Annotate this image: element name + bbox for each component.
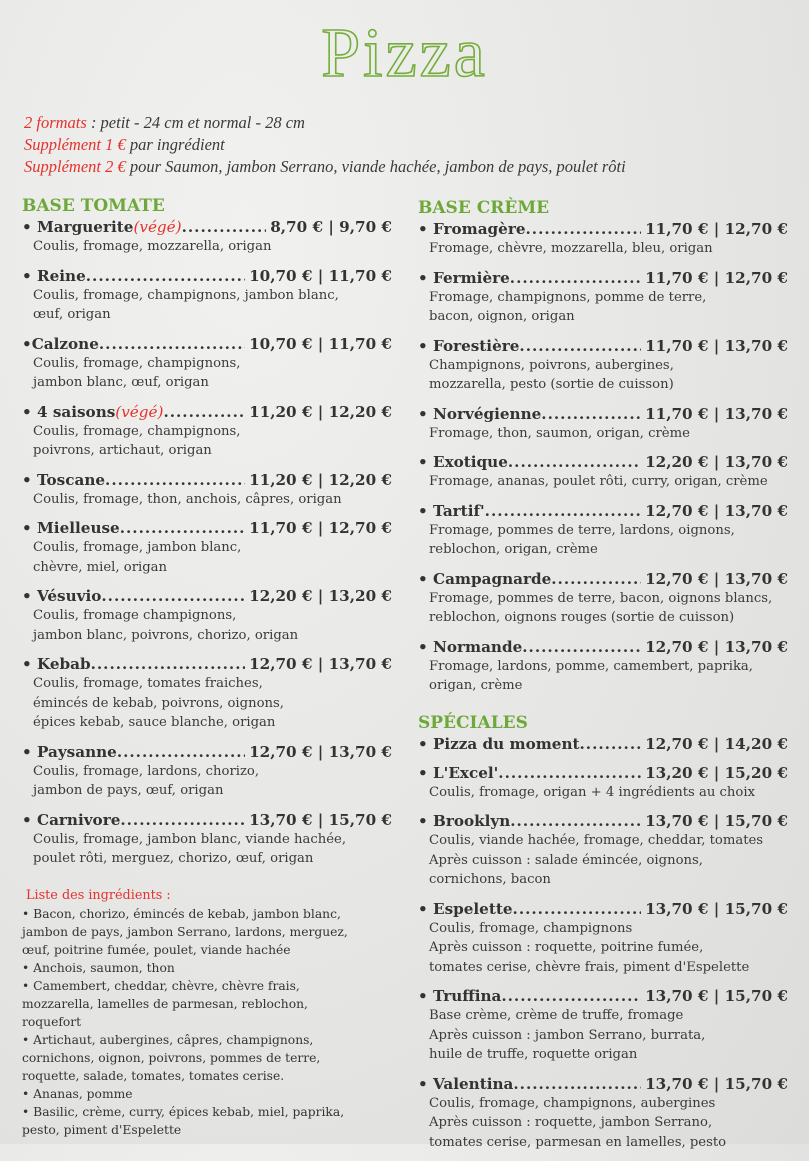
dot-leader: [117, 742, 245, 762]
pizza-description: [418, 657, 788, 696]
menu-item-header: [418, 268, 788, 288]
menu-item: [418, 763, 788, 803]
pizza-price: 11,70 € | 12,70 €: [249, 519, 392, 537]
pizza-name: • L'Excel': [418, 763, 499, 782]
pizza-description: [418, 239, 788, 259]
ingredient-line: • Basilic, crème, curry, épices kebab, miel, paprika,: [22, 1104, 345, 1119]
pizza-description: [418, 1006, 788, 1065]
menu-item: [418, 734, 788, 754]
pizza-price: 11,20 € | 12,20 €: [249, 402, 392, 421]
description-line: cornichons, bacon: [429, 872, 551, 887]
ingredient-line: • Artichaut, aubergines, câpres, champignons,: [22, 1032, 314, 1047]
menu-item: [418, 569, 788, 628]
description-line: Fromage, ananas, poulet rôti, curry, origan, crème: [429, 474, 768, 489]
menu-item: [418, 219, 788, 259]
pizza-name: • Marguerite: [22, 218, 134, 236]
description-line: origan, crème: [429, 678, 523, 693]
dot-leader: [580, 734, 642, 754]
menu-item-header: [22, 742, 392, 762]
pizza-name: • Exotique: [418, 453, 508, 471]
intro: [24, 112, 626, 178]
menu-item: [22, 810, 392, 869]
pizza-price: 13,70 € | 15,70 €: [249, 810, 392, 829]
dot-leader: [510, 811, 641, 831]
menu-item-header: [418, 811, 788, 831]
pizza-description: [22, 490, 392, 510]
menu-item-header: [22, 334, 392, 354]
dot-leader: [120, 810, 245, 830]
pizza-description: [22, 606, 392, 645]
pizza-description: [418, 831, 788, 890]
description-line: Coulis, fromage, champignons,: [33, 355, 241, 371]
pizza-description: [418, 1094, 788, 1153]
menu-item: [418, 268, 788, 327]
description-line: Fromage, thon, saumon, origan, crème: [429, 425, 690, 441]
pizza-description: [22, 286, 392, 325]
dot-leader: [513, 899, 642, 919]
pizza-price: 10,70 € | 11,70 €: [249, 266, 392, 285]
formats-text: : petit - 24 cm et normal - 28 cm: [86, 113, 305, 132]
pizza-description: [22, 422, 392, 461]
supplement-1-text: par ingrédient: [125, 135, 225, 154]
description-line: Fromage, chèvre, mozzarella, bleu, origan: [429, 241, 713, 256]
description-line: reblochon, origan, crème: [429, 542, 598, 557]
description-line: Coulis, fromage, champignons,: [33, 423, 241, 439]
description-line: Champignons, poivrons, aubergines,: [429, 357, 674, 373]
supplement-1-label: Supplément 1 €: [24, 135, 126, 154]
pizza-price: 13,70 € | 15,70 €: [645, 1074, 788, 1093]
pizza-price: 12,70 € | 13,70 €: [645, 501, 788, 520]
pizza-description: [418, 589, 788, 628]
pizza-name: • Normande: [418, 637, 523, 656]
dot-leader: [526, 219, 642, 239]
dot-leader: [182, 217, 267, 237]
description-line: œuf, origan: [33, 307, 111, 322]
menu-item-header: [22, 518, 392, 538]
pizza-price: 12,20 € | 13,70 €: [645, 453, 788, 471]
description-line: Coulis, fromage, champignons, jambon blanc,: [33, 287, 339, 303]
menu-item-header: [22, 266, 392, 286]
description-line: poulet rôti, merguez, chorizo, œuf, origan: [33, 851, 314, 866]
description-line: Coulis, fromage, champignons: [429, 920, 633, 936]
dot-leader: [86, 266, 245, 286]
description-line: Fromage, champignons, pomme de terre,: [429, 289, 707, 305]
dot-leader: [551, 569, 641, 589]
menu-item: [22, 518, 392, 577]
description-line: Après cuisson : roquette, poitrine fumée,: [429, 940, 704, 955]
description-line: Coulis, fromage, jambon blanc,: [33, 540, 242, 555]
menu-item-header: [22, 217, 392, 237]
pizza-description: [418, 521, 788, 560]
ingredient-line: œuf, poitrine fumée, poulet, viande hachée: [22, 942, 291, 957]
ingredient-line: • Ananas, pomme: [22, 1086, 133, 1101]
pizza-price: 11,70 € | 12,70 €: [645, 220, 788, 238]
menu-item: [418, 336, 788, 395]
description-line: épices kebab, sauce blanche, origan: [33, 715, 276, 730]
menu-item: [22, 402, 392, 461]
description-line: Après cuisson : salade émincée, oignons,: [429, 852, 703, 868]
menu-item-header: [418, 899, 788, 919]
vege-tag: (végé): [115, 402, 164, 421]
menu-item-header: [22, 810, 392, 830]
left-column: [22, 195, 392, 1139]
description-line: reblochon, oignons rouges (sortie de cuisson): [429, 610, 735, 625]
ingredient-line: • Bacon, chorizo, émincés de kebab, jambon blanc,: [22, 906, 341, 921]
pizza-price: 12,70 € | 13,70 €: [645, 637, 788, 656]
description-line: Coulis, fromage, mozzarella, origan: [33, 239, 272, 254]
description-line: Coulis, fromage, tomates fraiches,: [33, 676, 263, 691]
pizza-name: • Campagnarde: [418, 569, 552, 588]
pizza-price: 8,70 € | 9,70 €: [270, 218, 392, 236]
description-line: poivrons, artichaut, origan: [33, 443, 212, 458]
menu-item-header: [418, 569, 788, 589]
pizza-name: • Valentina: [418, 1074, 514, 1093]
description-line: Coulis, fromage, thon, anchois, câpres, origan: [33, 491, 342, 507]
ingredient-line: • Camembert, cheddar, chèvre, chèvre frais,: [22, 978, 300, 993]
section-title-base-creme: BASE CRÈME: [418, 198, 550, 218]
menu-item-header: [418, 404, 788, 424]
pizza-name: • Mielleuse: [22, 519, 120, 537]
section-title-speciales: SPÉCIALES: [418, 712, 528, 733]
dot-leader: [508, 452, 641, 472]
menu-item-header: [418, 734, 788, 754]
pizza-name: • Norvégienne: [418, 404, 542, 423]
base-creme-list: [418, 219, 788, 696]
dot-leader: [91, 654, 245, 674]
pizza-description: [22, 674, 392, 733]
description-line: tomates cerise, parmesan en lamelles, pesto: [429, 1134, 727, 1150]
pizza-name: • Carnivore: [22, 810, 121, 829]
ingredients-title: Liste des ingrédients :: [26, 887, 171, 903]
dot-leader: [101, 586, 245, 606]
menu-item-header: [418, 763, 788, 783]
pizza-description: [22, 354, 392, 393]
intro-supplement-2: [24, 156, 626, 178]
description-line: Fromage, pommes de terre, lardons, oignons,: [429, 522, 735, 538]
ingredient-line: mozzarella, lamelles de parmesan, reblochon,: [22, 996, 308, 1011]
description-line: Coulis, viande hachée, fromage, cheddar, tomates: [429, 833, 764, 848]
menu-item: [22, 334, 392, 393]
description-line: Coulis, fromage, lardons, chorizo,: [33, 763, 260, 779]
dot-leader: [99, 334, 245, 354]
menu-item-header: [418, 452, 788, 472]
pizza-name: • Forestière: [418, 336, 520, 355]
pizza-name: • 4 saisons: [22, 402, 116, 421]
ingredient-line: roquette, salade, tomates, tomates cerise.: [22, 1068, 285, 1083]
description-line: Après cuisson : jambon Serrano, burrata,: [429, 1027, 706, 1043]
menu-item-header: [418, 219, 788, 239]
pizza-price: 11,70 € | 13,70 €: [645, 336, 788, 355]
ingredient-line: cornichons, oignon, poivrons, pommes de terre,: [22, 1050, 321, 1065]
pizza-name: • Reine: [22, 266, 86, 285]
pizza-name: • Vésuvio: [22, 587, 102, 605]
menu-item-header: [418, 1074, 788, 1094]
pizza-name: • Fermière: [418, 268, 510, 287]
pizza-price: 13,70 € | 15,70 €: [645, 899, 788, 918]
pizza-name: •Calzone: [22, 334, 99, 353]
pizza-price: 13,70 € | 15,70 €: [645, 987, 788, 1005]
description-line: Coulis, fromage, jambon blanc, viande hachée,: [33, 831, 347, 847]
section-title-base-tomate: BASE TOMATE: [22, 196, 165, 216]
pizza-price: 12,20 € | 13,20 €: [249, 587, 392, 605]
dot-leader: [510, 268, 641, 288]
pizza-description: [22, 538, 392, 577]
pizza-description: [418, 288, 788, 327]
speciales-list: [418, 734, 788, 1153]
dot-leader: [513, 1074, 641, 1094]
menu-item: [418, 899, 788, 978]
description-line: jambon blanc, œuf, origan: [33, 375, 209, 390]
pizza-name: • Brooklyn: [418, 812, 511, 830]
description-line: Fromage, pommes de terre, bacon, oignons blancs,: [429, 590, 773, 606]
menu-item: [22, 470, 392, 510]
menu-item: [418, 501, 788, 560]
description-line: Après cuisson : roquette, jambon Serrano,: [429, 1115, 713, 1130]
formats-label: 2 formats: [24, 113, 87, 132]
pizza-name: • Fromagère: [418, 220, 526, 238]
supplement-2-label: Supplément 2 €: [24, 157, 126, 176]
pizza-description: [418, 783, 788, 803]
pizza-description: [418, 919, 788, 978]
menu-item: [22, 266, 392, 325]
menu-item-header: [418, 986, 788, 1006]
menu-item: [418, 811, 788, 890]
menu-item-header: [418, 637, 788, 657]
pizza-name: • Kebab: [22, 655, 91, 673]
pizza-name: • Paysanne: [22, 742, 117, 761]
pizza-name: • Toscane: [22, 470, 106, 489]
dot-leader: [105, 470, 245, 490]
pizza-price: 11,70 € | 12,70 €: [645, 268, 788, 287]
menu-item: [22, 586, 392, 645]
menu-item: [22, 654, 392, 733]
description-line: huile de truffe, roquette origan: [429, 1047, 638, 1062]
pizza-description: [418, 424, 788, 444]
pizza-description: [418, 356, 788, 395]
intro-formats: [24, 112, 626, 134]
dot-leader: [120, 518, 245, 538]
menu-item-header: [22, 654, 392, 674]
dot-leader: [498, 763, 641, 783]
pizza-name: • Truffina: [418, 987, 502, 1005]
pizza-price: 12,70 € | 13,70 €: [249, 742, 392, 761]
pizza-price: 12,70 € | 14,20 €: [645, 734, 788, 753]
ingredient-line: jambon de pays, jambon Serrano, lardons, merguez,: [22, 924, 348, 939]
description-line: Base crème, crème de truffe, fromage: [429, 1008, 684, 1023]
intro-supplement-1: [24, 134, 626, 156]
description-line: jambon de pays, œuf, origan: [33, 783, 224, 798]
menu-item: [418, 404, 788, 444]
ingredients-list: [22, 905, 392, 1139]
pizza-description: [22, 762, 392, 801]
menu-item: [418, 986, 788, 1065]
dot-leader: [541, 404, 641, 424]
pizza-description: [418, 472, 788, 492]
pizza-name: • Pizza du moment: [418, 734, 580, 753]
menu-item: [22, 217, 392, 257]
pizza-price: 10,70 € | 11,70 €: [249, 334, 392, 353]
page-title: Pizza: [321, 15, 488, 92]
ingredient-line: pesto, piment d'Espelette: [22, 1122, 182, 1137]
pizza-name: • Espelette: [418, 899, 513, 918]
description-line: Coulis, fromage, champignons, aubergines: [429, 1095, 716, 1111]
pizza-description: [22, 830, 392, 869]
description-line: bacon, oignon, origan: [429, 309, 575, 324]
dot-leader: [522, 637, 641, 657]
pizza-price: 11,70 € | 13,70 €: [645, 404, 788, 423]
description-line: émincés de kebab, poivrons, oignons,: [33, 695, 284, 711]
menu-item-header: [418, 501, 788, 521]
menu-item: [418, 1074, 788, 1153]
description-line: mozzarella, pesto (sortie de cuisson): [429, 377, 674, 392]
ingredient-line: • Anchois, saumon, thon: [22, 960, 175, 975]
menu-item: [418, 637, 788, 696]
description-line: chèvre, miel, origan: [33, 559, 168, 575]
dot-leader: [485, 501, 641, 521]
vege-tag: (végé): [133, 218, 182, 236]
supplement-2-text: pour Saumon, jambon Serrano, viande hachée, jambon de pays, poulet rôti: [125, 157, 626, 176]
dot-leader: [163, 402, 245, 422]
menu-item-header: [22, 586, 392, 606]
description-line: Fromage, lardons, pomme, camembert, paprika,: [429, 658, 753, 674]
pizza-name: • Tartif': [418, 501, 485, 520]
pizza-price: 12,70 € | 13,70 €: [249, 655, 392, 673]
description-line: Coulis, fromage, origan + 4 ingrédients au choix: [429, 784, 756, 800]
pizza-price: 13,20 € | 15,20 €: [645, 763, 788, 782]
pizza-price: 12,70 € | 13,70 €: [645, 569, 788, 588]
menu-item: [418, 452, 788, 492]
right-column: [418, 197, 788, 1161]
ingredient-line: roquefort: [22, 1014, 82, 1029]
menu-item: [22, 742, 392, 801]
dot-leader: [501, 986, 641, 1006]
description-line: Coulis, fromage champignons,: [33, 608, 237, 623]
pizza-price: 11,20 € | 12,20 €: [249, 470, 392, 489]
menu-item-header: [418, 336, 788, 356]
description-line: tomates cerise, chèvre frais, piment d'Espelette: [429, 959, 750, 975]
base-tomate-list: [22, 217, 392, 869]
description-line: jambon blanc, poivrons, chorizo, origan: [33, 627, 299, 643]
pizza-description: [22, 237, 392, 257]
pizza-price: 13,70 € | 15,70 €: [645, 812, 788, 830]
menu-item-header: [22, 402, 392, 422]
dot-leader: [519, 336, 641, 356]
menu-item-header: [22, 470, 392, 490]
